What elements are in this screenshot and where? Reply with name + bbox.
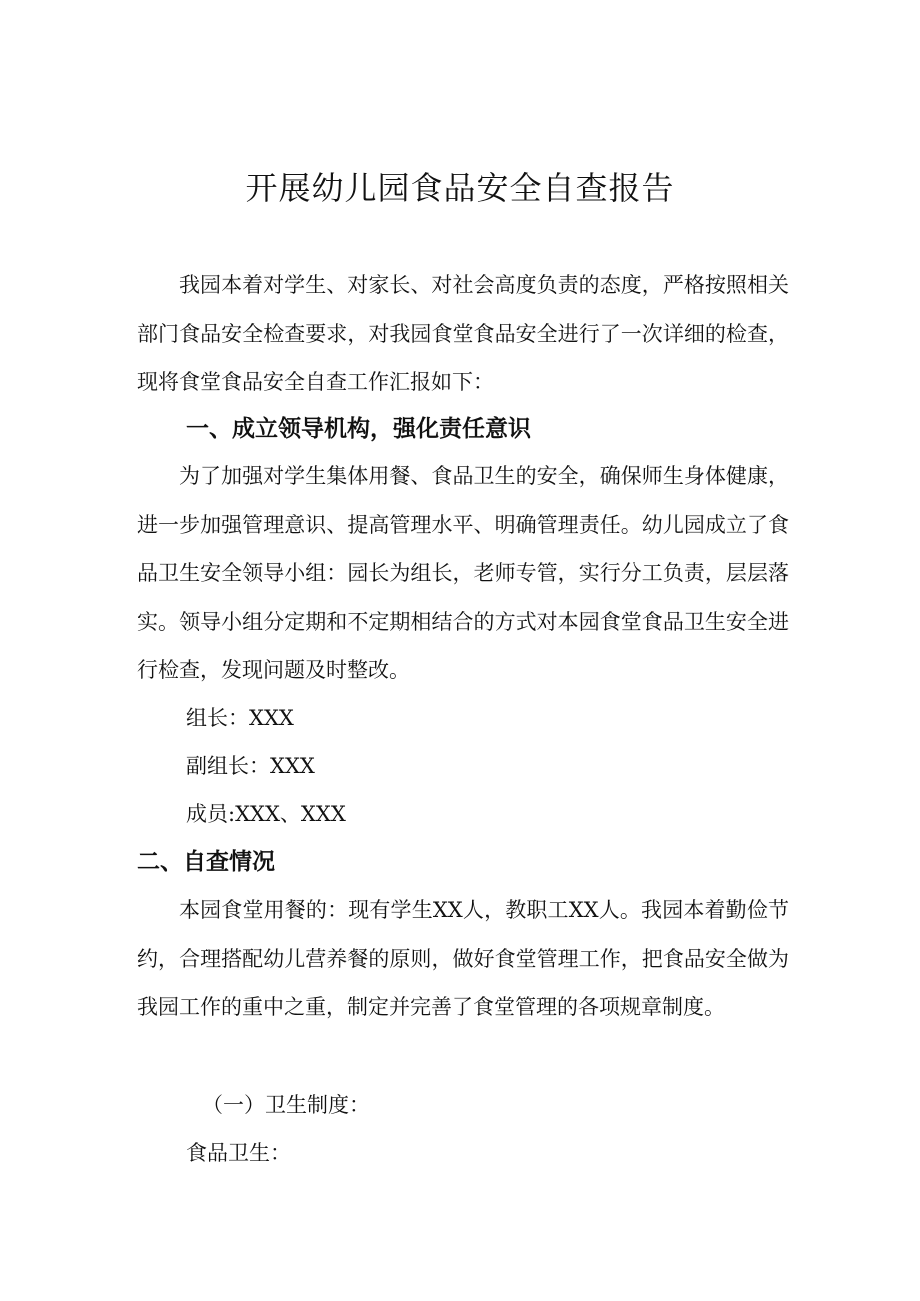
deputy-leader-line: 副组长：XXX: [186, 754, 315, 778]
section1-heading: 一、成立领导机构，强化责任意识: [186, 416, 531, 442]
members-line: 成员:XXX、XXX: [186, 802, 346, 826]
section2-paragraph: 本园食堂用餐的：现有学生XX人，教职工XX人。我园本着勤俭节约，合理搭配幼儿营养餐的原则，做好食堂管理工作，把食品安全做为我园工作的重中之重，制定并完善了食堂管理的各项规章制度。: [137, 898, 789, 1019]
intro-paragraph: 我园本着对学生、对家长、对社会高度负责的态度，严格按照相关部门食品安全检查要求，对我园食堂食品安全进行了一次详细的检查，现将食堂食品安全自查工作汇报如下：: [137, 273, 789, 394]
document-title: 开展幼儿园食品安全自查报告: [245, 169, 675, 207]
hygiene-system-subheading: （一）卫生制度：: [202, 1093, 370, 1117]
intro-block: [137, 261, 789, 407]
leader-line: 组长：XXX: [186, 706, 294, 730]
food-hygiene-item: 食品卫生：: [186, 1141, 291, 1165]
section2-block: [137, 886, 789, 1032]
section1-block: [137, 452, 789, 695]
section1-paragraph: 为了加强对学生集体用餐、食品卫生的安全，确保师生身体健康，进一步加强管理意识、提高管理水平、明确管理责任。幼儿园成立了食品卫生安全领导小组：园长为组长，老师专管，实行分工负责，层层落实。领导小组分定期和不定期相结合的方式对本园食堂食品卫生安全进行检查，发现问题及时整改。: [137, 464, 789, 682]
section2-heading: 二、自查情况: [137, 849, 275, 875]
